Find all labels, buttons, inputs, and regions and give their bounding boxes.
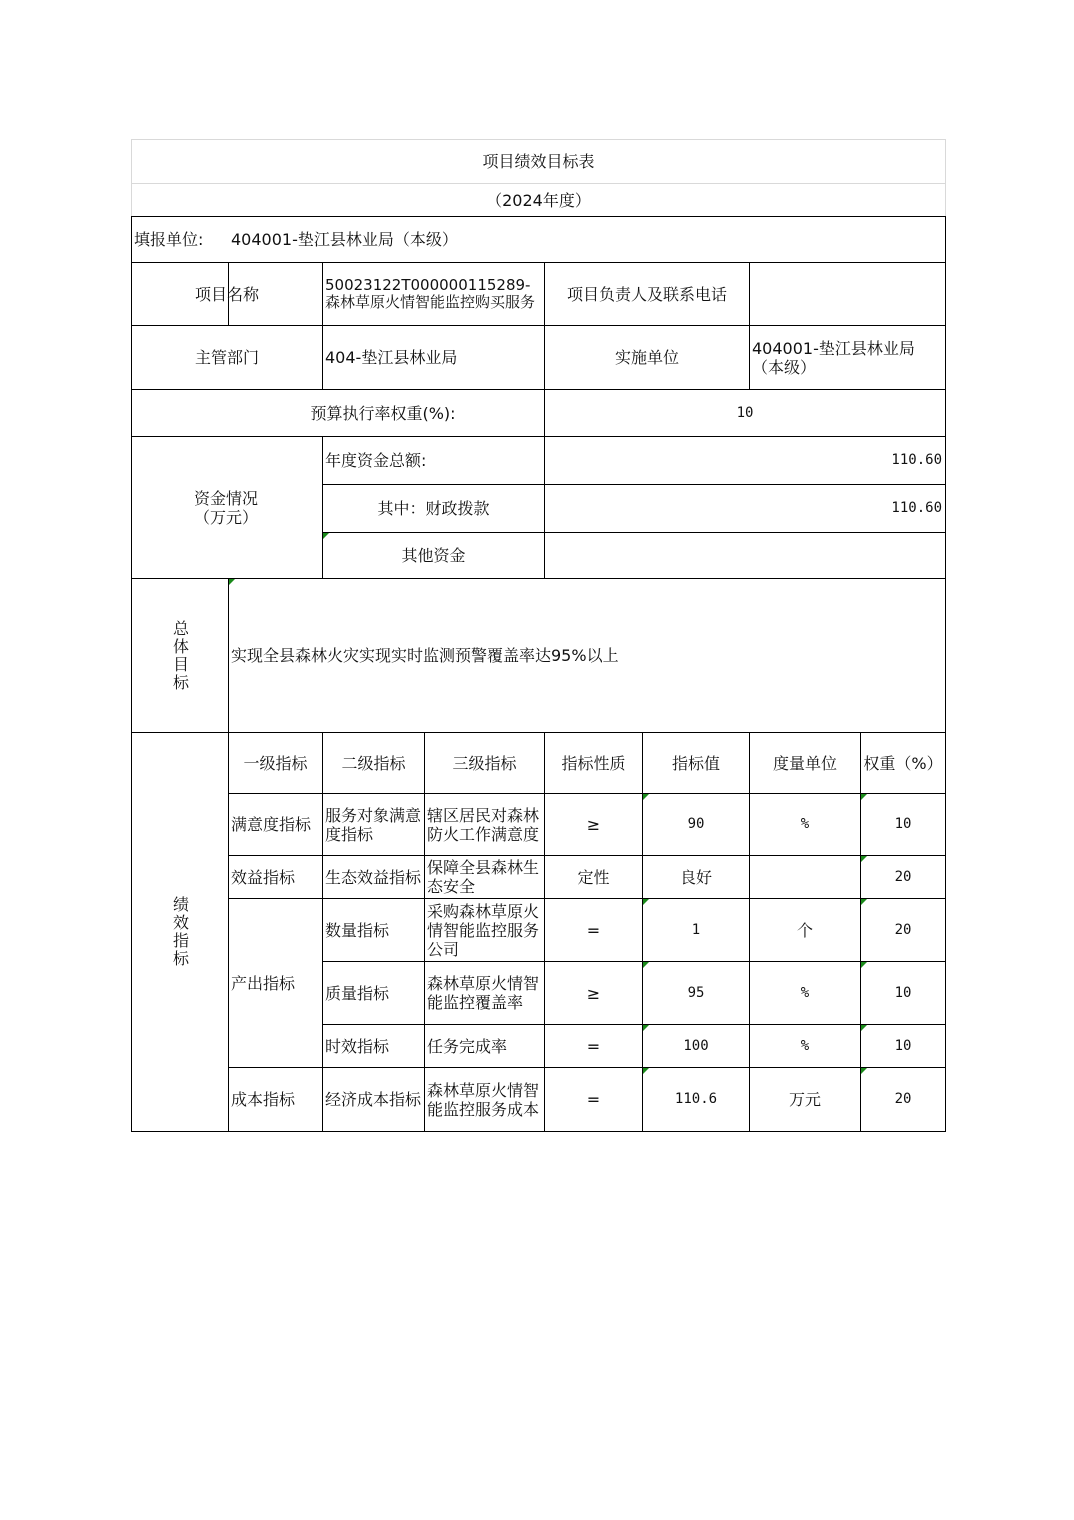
comment-marker [643,899,649,905]
row-unit: % [800,816,810,832]
comment-marker [861,1068,867,1074]
impl-label: 实施单位 [614,348,679,367]
comment-marker [643,962,649,968]
funds-other-value [545,533,945,578]
row-weight: 10 [894,984,912,1001]
funds-other-label: 其他资金 [401,546,466,565]
comment-marker [861,794,867,800]
sheet-year: （2024年度） [486,190,591,210]
project-name-label: 项目名称 [194,284,259,304]
performance-target-sheet [131,139,946,1132]
comment-marker [643,1068,649,1074]
comment-marker [861,1025,867,1031]
header-value: 指标值 [671,753,720,773]
dept-value: 404-垫江县林业局 [325,348,458,367]
row-value: 1 [691,921,701,938]
row-nature: 定性 [577,867,610,887]
row-weight: 20 [894,868,912,885]
group-benefit: 效益指标 [231,867,296,887]
comment-marker [861,899,867,905]
row-value: 95 [687,984,705,1001]
row-value: 100 [683,1037,709,1054]
row-value: 90 [687,816,705,832]
row-weight: 20 [894,1091,912,1107]
overall-goal-cell [132,579,228,732]
funds-total-label: 年度资金总额: [325,451,427,470]
row-nature: ≥ [586,983,601,1003]
fill-unit-label: 填报单位: [134,230,204,249]
overall-goal-label: 总体目标 [170,619,190,692]
row-value: 良好 [679,867,712,887]
row-level2: 数量指标 [325,920,390,940]
funds-fiscal-label: 其中：财政拨款 [377,499,490,518]
funds-label: 资金情况（万元） [193,488,258,527]
header-level3: 三级指标 [452,753,517,773]
header-nature: 指标性质 [561,753,626,773]
group-cost: 成本指标 [231,1090,296,1109]
header-level2: 二级指标 [341,753,406,773]
comment-marker [861,856,867,862]
row-unit: % [800,1037,810,1054]
header-level1: 一级指标 [243,753,308,773]
row-value: 110.6 [674,1091,718,1107]
row-weight: 10 [894,816,912,832]
row-nature: = [586,1090,601,1109]
rule [131,1131,946,1132]
responsible-label: 项目负责人及联系电话 [566,284,727,304]
sheet-title: 项目绩效目标表 [482,152,595,171]
funds-total-value: 110.60 [891,452,942,468]
impl-value: 404001-垫江县林业局（本级） [752,338,915,377]
row-unit: % [800,984,810,1001]
budget-weight-label: 预算执行率权重(%): [310,403,456,423]
comment-marker [643,1025,649,1031]
row-level2: 质量指标 [325,983,390,1003]
responsible-value [750,263,945,325]
row-unit: 万元 [788,1090,821,1109]
row-level3: 森林草原火情智能监控覆盖率 [427,974,540,1012]
row-level2: 生态效益指标 [325,867,422,887]
header-unit: 度量单位 [772,753,837,773]
comment-marker [229,579,235,585]
row-weight: 20 [894,921,912,938]
row-level3: 辖区居民对森林防火工作满意度 [427,805,540,844]
row-level2: 经济成本指标 [325,1090,422,1109]
dept-label: 主管部门 [194,348,259,367]
comment-marker [323,533,329,539]
row-nature: = [586,1036,601,1056]
comment-marker [861,962,867,968]
group-output: 产出指标 [231,973,296,993]
row-level2: 时效指标 [325,1036,390,1056]
row-level3: 任务完成率 [427,1036,508,1056]
row-weight: 10 [894,1037,912,1054]
rule [945,216,946,1132]
row-level2: 服务对象满意度指标 [325,805,422,844]
header-weight: 权重（%） [863,753,943,773]
fill-unit-value: 404001-垫江县林业局（本级） [231,230,458,249]
overall-goal-value: 实现全县森林火灾实现实时监测预警覆盖率达95%以上 [231,646,619,665]
row-unit: 个 [796,920,813,940]
row-unit [750,856,860,898]
indicators-label: 绩效指标 [170,896,190,968]
row-nature: ≥ [586,815,601,834]
indicators-cell [132,733,228,1131]
comment-marker [643,794,649,800]
project-name-value: 50023122T000000115289-森林草原火情智能监控购买服务 [325,276,536,311]
group-satisfaction: 满意度指标 [231,815,312,834]
row-nature: = [586,920,601,940]
row-level3: 保障全县森林生态安全 [427,858,540,896]
row-level3: 采购森林草原火情智能监控服务公司 [427,901,540,959]
row-level3: 森林草原火情智能监控服务成本 [427,1080,540,1119]
funds-fiscal-value: 110.60 [891,500,942,516]
budget-weight-value: 10 [736,404,754,421]
